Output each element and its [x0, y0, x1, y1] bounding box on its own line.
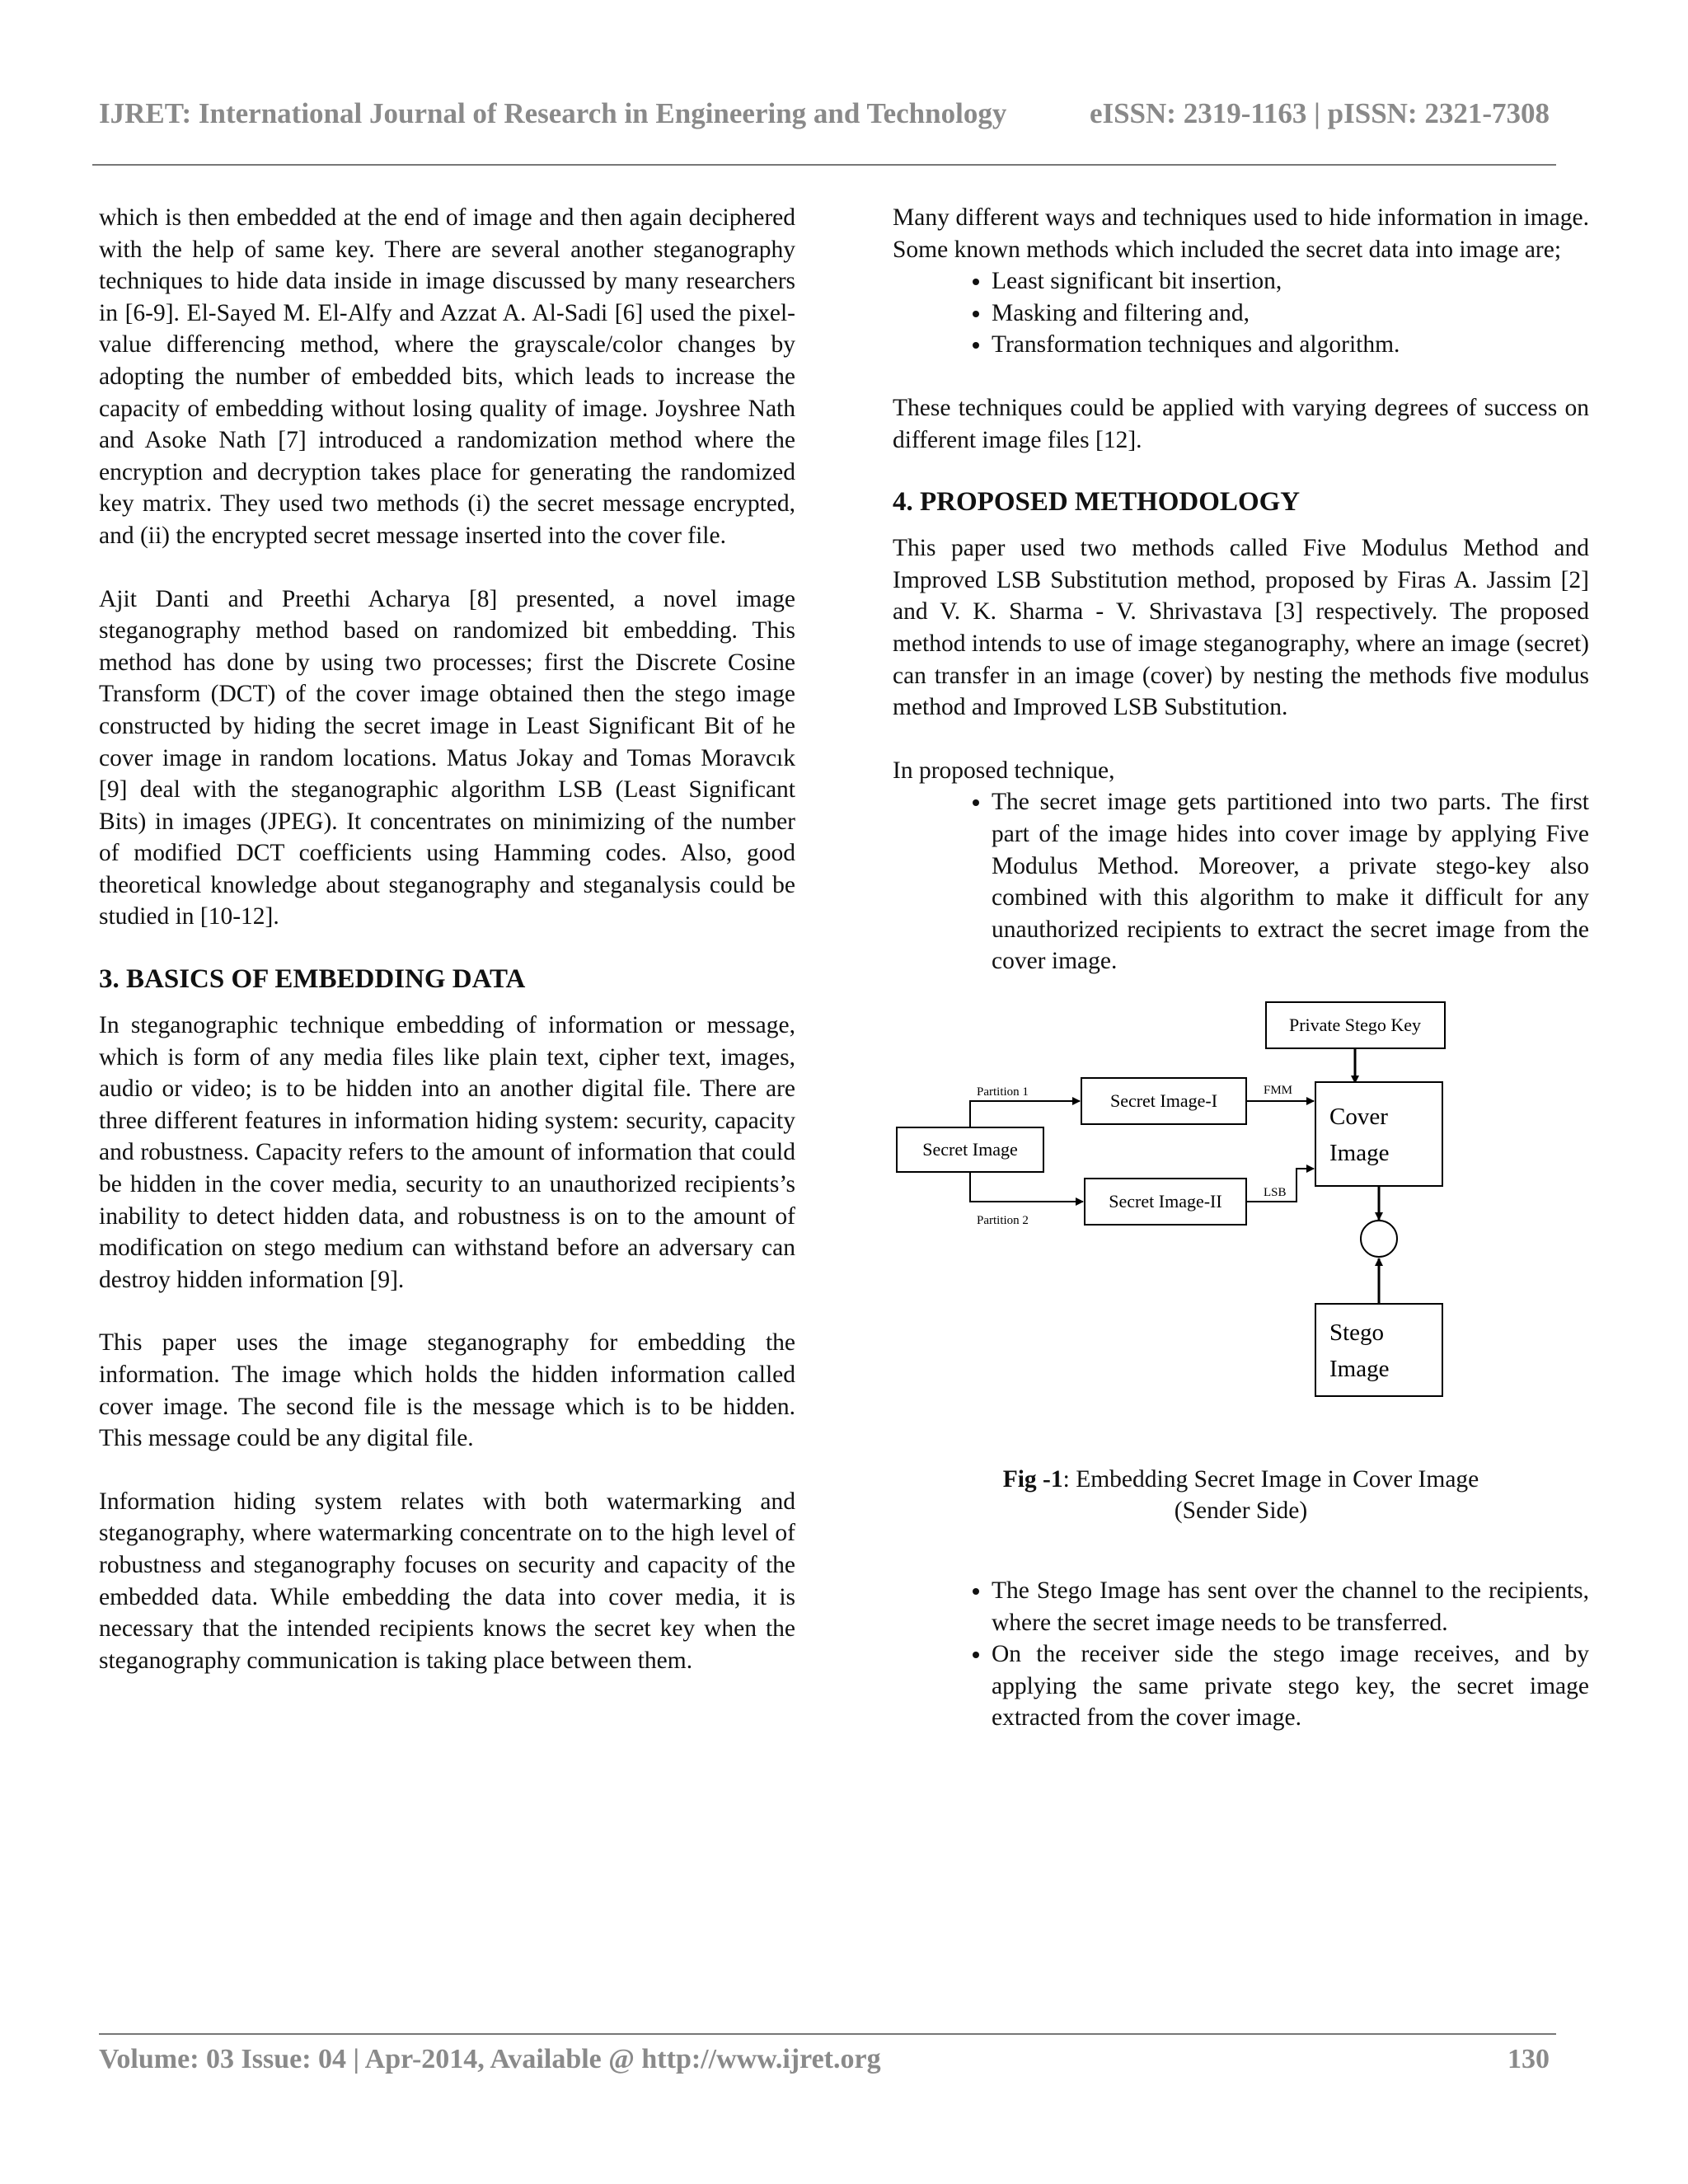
- journal-title: IJRET: International Journal of Research in Engineering and Technology: [99, 97, 1007, 129]
- caption-label: Fig -1: [1002, 1465, 1063, 1493]
- private-key-label: Private Stego Key: [1288, 1014, 1422, 1035]
- paragraph: Information hiding system relates with both watermarking and steganography, where watermarking concentrate on to the high level of robustness and steganography focuses on security and capacity of the embedded data. While embedding the data into cover media, it is necessary that the intended recipients knows the secret key when the steganography communication is taking place between them.: [99, 1488, 795, 1674]
- volume-info: Volume: 03 Issue: 04 | Apr-2014, Available @ http://www.ijret.org: [99, 2044, 881, 2074]
- stego-label-1: Stego: [1329, 1319, 1385, 1346]
- paragraph: In steganographic technique embedding of information or message, which is form of any media files like plain text, cipher text, images, audio or video; is to be hidden into an another digital file. There are three different features in information hiding system: security, capacity and robustness. Capacity refers to the amount of information that could be hidden in the cover media, security to an unauthorized recipients’s inability to detect hidden data, and robustness is on to the amount of modification on stego medium can withstand before an adversary can destroy hidden information [9].: [99, 1012, 795, 1293]
- right-column: [893, 202, 1589, 1765]
- page-header: [99, 97, 1550, 138]
- caption-text: : Embedding Secret Image in Cover Image: [1062, 1465, 1479, 1493]
- partition2-arrow: [970, 1172, 1083, 1202]
- paragraph: This paper uses the image steganography for embedding the information. The image which holds the hidden information called cover image. The second file is the message which is to be hidden. This message could be any digital file.: [99, 1329, 795, 1452]
- channel-node: [1361, 1221, 1397, 1257]
- issn: eISSN: 2319-1163 | pISSN: 2321-7308: [1089, 97, 1550, 129]
- section-heading: 4. PROPOSED METHODOLOGY: [893, 487, 1301, 518]
- paragraph: Ajit Danti and Preethi Acharya [8] presented, a novel image steganography method based on randomized bit embedding. This method has done by using two processes; first the Discrete Cosine Transform (DCT) of the cover image obtained then the stego image constructed by hiding the secret image in Least Significant Bit of he cover image in random locations. Matus Jokay and Tomas Moravcık [9] deal with the steganographic algorithm LSB (Least Significant Bits) in images (JPEG). It concentrates on minimizing of the number of modified DCT coefficients using Hamming codes. Also, good theoretical knowledge about steganography and steganalysis could be studied in [10-12].: [99, 585, 795, 930]
- stego-image-box: [1315, 1304, 1442, 1396]
- secret-image-label: Secret Image: [922, 1138, 1018, 1160]
- partition2-label: Partition 2: [977, 1213, 1029, 1227]
- embedding-diagram: [893, 986, 1589, 1455]
- list-item: • The secret image gets partitioned into two parts. The first part of the image hides into cover image by applying Five Modulus Method. Moreover, a private stego-key also combined with this algorithm to make it difficult for any unauthorized recipients to extract the secret image from the cover image.: [992, 786, 1589, 977]
- transfer-list: [893, 1575, 1589, 1734]
- fmm-label: FMM: [1264, 1083, 1293, 1097]
- figure-diagram: [893, 986, 1589, 1455]
- paragraph: Many different ways and techniques used to hide information in image. Some known methods which included the secret data into image are;: [893, 204, 1589, 263]
- list-item: • Masking and filtering and,: [992, 298, 1589, 330]
- footer-divider: [99, 2033, 1556, 2035]
- partition1-arrow: [970, 1101, 1080, 1127]
- section-heading: 3. BASICS OF EMBEDDING DATA: [99, 964, 526, 995]
- caption-text-2: (Sender Side): [1174, 1497, 1308, 1525]
- left-column: [99, 202, 795, 1708]
- list-item: • Least significant bit insertion,: [992, 265, 1589, 298]
- cover-label-2: Image: [1329, 1139, 1390, 1166]
- paragraph: which is then embedded at the end of image and then again deciphered with the help of same key. There are several another steganography techniques to hide data inside in image discussed by many researchers in [6-9]. El-Sayed M. El-Alfy and Azzat A. Al-Sadi [6] used the pixel-value differencing method, where the grayscale/color changes by adopting the number of embedded bits, which leads to increase the capacity of embedding without losing quality of image. Joyshree Nath and Asoke Nath [7] introduced a randomization method where the encryption and decryption takes place for generating the randomized key matrix. They used two methods (i) the secret message encrypted, and (ii) the encrypted secret message inserted into the cover file.: [99, 204, 795, 549]
- list-item: • On the receiver side the stego image receives, and by applying the same private stego key, the secret image extracted from the cover image.: [992, 1638, 1589, 1734]
- list-item: • The Stego Image has sent over the channel to the recipients, where the secret image needs to be transferred.: [992, 1575, 1589, 1638]
- header-divider: [92, 164, 1556, 166]
- secret-image-1-label: Secret Image-I: [1109, 1090, 1218, 1111]
- cover-image-box: [1315, 1082, 1442, 1186]
- paragraph: These techniques could be applied with varying degrees of success on different image files [12].: [893, 394, 1589, 453]
- list-item: • Transformation techniques and algorithm.: [992, 329, 1589, 361]
- partition1-label: Partition 1: [977, 1085, 1029, 1099]
- stego-label-2: Image: [1329, 1355, 1390, 1382]
- cover-label-1: Cover: [1329, 1103, 1388, 1130]
- figure-caption: [893, 1464, 1589, 1527]
- paragraph: In proposed technique,: [893, 757, 1115, 784]
- page-number: 130: [1507, 2044, 1550, 2074]
- paragraph: This paper used two methods called Five Modulus Method and Improved LSB Substitution method, proposed by Firas A. Jassim [2] and V. K. Sharma - V. Shrivastava [3] respectively. The proposed method intends to use of image steganography, where an image (secret) can transfer in an image (cover) by nesting the methods five modulus method and Improved LSB Substitution.: [893, 535, 1589, 721]
- technique-list: [893, 786, 1589, 977]
- lsb-label: LSB: [1264, 1185, 1287, 1199]
- secret-image-2-label: Secret Image-II: [1109, 1190, 1222, 1212]
- methods-list: [893, 265, 1589, 361]
